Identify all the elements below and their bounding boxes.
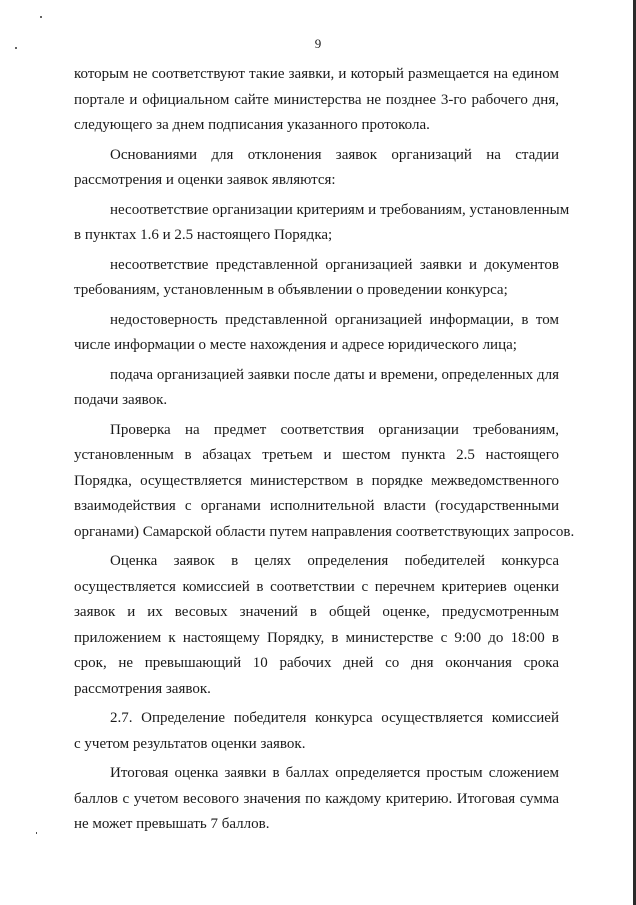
paragraph	[74, 143, 559, 194]
text-line: Проверка на предмет соответствия организации требованиям,	[110, 421, 559, 438]
text-line: срок, не превышающий 10 рабочих дней со дня окончания срока	[74, 655, 559, 671]
text-line: Основаниями для отклонения заявок организаций на стадии	[110, 146, 559, 163]
text-line: Оценка заявок в целях определения победителей конкурса	[110, 553, 559, 569]
text-line: требованиям, установленным в объявлении о проведении конкурса;	[74, 282, 508, 298]
paragraph	[74, 253, 559, 304]
text-line: заявок и их весовых значений в общей оценке, предусмотренным	[74, 604, 559, 620]
text-line: числе информации о месте нахождения и адресе юридического лица;	[74, 337, 517, 353]
text-line: несоответствие организации критериям и требованиям, установленным	[110, 201, 570, 218]
paragraph	[74, 308, 559, 359]
paragraph	[74, 198, 570, 249]
text-line: баллов с учетом весового значения по каждому критерию. Итоговая сумма	[74, 790, 559, 807]
document-body	[74, 62, 575, 838]
text-line: 2.7. Определение победителя конкурса осуществляется комиссией	[110, 710, 559, 726]
text-line: с учетом результатов оценки заявок.	[74, 735, 306, 752]
paragraph	[74, 62, 559, 139]
text-line: не может превышать 7 баллов.	[74, 816, 270, 832]
text-line: портале и официальном сайте министерства не позднее 3-го рабочего дня,	[74, 91, 559, 108]
text-line: приложением к настоящему Порядку, в министерстве с 9:00 до 18:00 в	[74, 629, 559, 646]
text-line: установленным в абзацах третьем и шестом пункта 2.5 настоящего	[74, 447, 559, 463]
text-line: в пунктах 1.6 и 2.5 настоящего Порядка;	[74, 227, 333, 243]
text-line: подачи заявок.	[74, 392, 168, 408]
text-line: осуществляется комиссией в соответствии с перечнем критериев оценки	[74, 578, 559, 595]
text-line: органами) Самарской области путем направления соответствующих запросов.	[74, 523, 575, 540]
scan-speck	[36, 832, 37, 834]
paragraph	[74, 549, 559, 702]
text-line: несоответствие представленной организацией заявки и документов	[110, 256, 559, 273]
text-line: Порядка, осуществляется министерством в порядке межведомственного	[74, 472, 559, 489]
page-number: 9	[314, 36, 322, 51]
text-line: подача организацией заявки после даты и времени, определенных для	[110, 366, 559, 383]
text-line: рассмотрения и оценки заявок являются:	[74, 172, 336, 188]
scan-speck	[40, 16, 42, 18]
text-line: которым не соответствуют такие заявки, и который размещается на едином	[74, 66, 559, 82]
paragraph	[74, 418, 575, 546]
text-line: взаимодействия с органами исполнительной власти (государственными	[74, 498, 559, 514]
text-line: рассмотрения заявок.	[74, 680, 211, 697]
paragraph	[74, 761, 559, 838]
text-line: Итоговая оценка заявки в баллах определяется простым сложением	[110, 765, 559, 781]
paragraph	[74, 706, 559, 757]
text-line: недостоверность представленной организацией информации, в том	[110, 311, 559, 328]
text-line: следующего за днем подписания указанного протокола.	[74, 117, 430, 133]
paragraph	[74, 363, 559, 414]
